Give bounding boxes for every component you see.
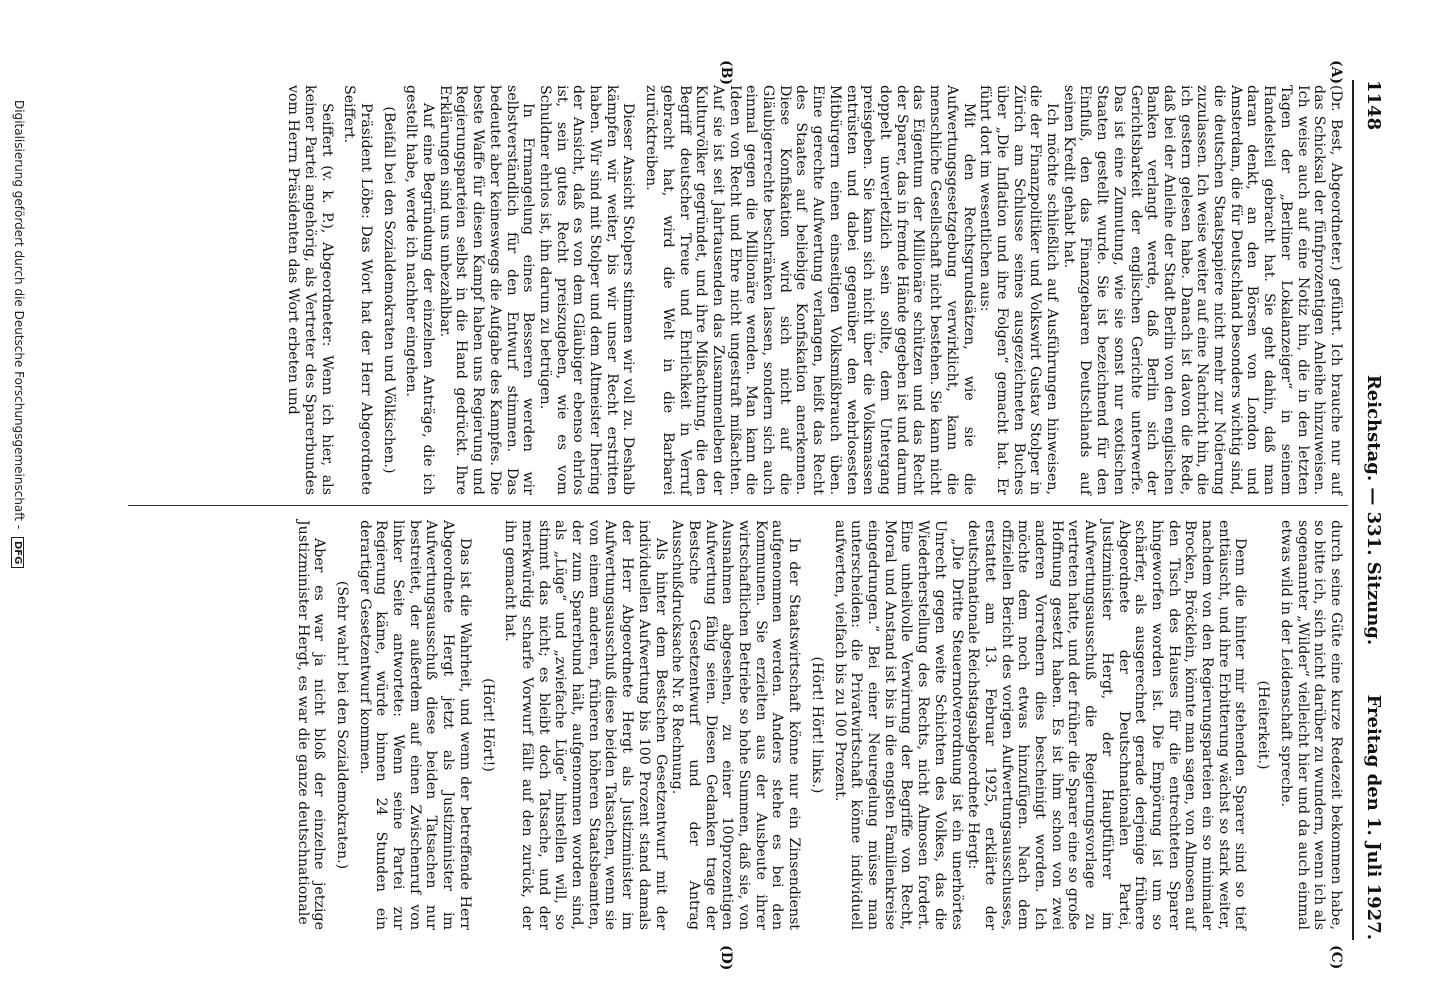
interjection-note: (Sehr wahr! bei den Sozialdemokraten.) [333, 580, 350, 870]
paragraph: (Dr. Best, Abgeordneter.) geführt. Ich brauche nur auf das Schicksal der fünfprozentigen Anleihe hinzuweisen. Ich weise auch auf eine Notiz hin, die in den letzten Tagen der „Berliner Lokalanzeiger“ in seinem Handelsteil gebracht hat. Sie geht dahin, daß man daran denkt, an den Börsen von London und Amsterdam, die für Deutschland besonders wichtig sind, die deutschen Staatspapiere nicht mehr zur Notierung zuzulassen. Ich weise weiter auf eine Nachricht hin, die ich gestern gelesen habe. Danach ist davon die Rede, daß bei der Anleihe der Stadt Berlin von den englischen Banken verlangt werde, daß Berlin sich der Gerichtsbarkeit der englischen Gerichte unterwerfe. Das ist eine Zumutung, wie sie sonst nur exotischen Staaten gestellt wurde. Sie ist bezeichnend für den Einfluß, den das Finanzgebaren Deutschlands auf seinen Kredit gehabt hat. [1060, 85, 1344, 495]
page-header [1356, 80, 1384, 940]
dfg-logo: DFG [11, 537, 24, 568]
footer-text: Digitalisierung gefördert durch die Deutsche Forschungsgemeinschaft - [12, 100, 26, 530]
quote-paragraph: Mit den Rechtsgrundsätzen, wie sie die Aufwertungsgesetzgebung verwirklicht, kann die menschliche Gesellschaft nicht bestehen. Sie kann nicht das Eigentum der Millionäre schützen und das Recht der Sparer, das in fremde Hände gegeben ist und darum doppelt unverletzlich sein sollte, dem Untergang preisgeben. Sie kann sich nicht über die Volksmassen entrüsten und dabei gegenüber den wehrlosesten Mitbürgern einen einseitigen Volksmißbrauch üben. Eine gerechte Aufwertung verlangen, heißt das Recht des Staates auf beliebige Konfiskation anerkennen. Diese Konfiskation wird sich nicht auf die Gläubigerrechte beschränken lassen, sondern sich auch einmal gegen die Millionäre wenden. Man kann die Ideen von Recht und Ehre nicht ungestraft mißachten. Auf sie ist seit Jahrtausenden das Zusammenleben der Kulturvölker gegründet, und ihre Mißachtung, die den Begriff deutscher Treue und Ehrlichkeit in Verruf gebracht hat, wird die Welt in die Barbarei zurücktreiben. [643, 85, 977, 495]
speaker-paragraph: Seiffert (v. k. P.), Abgeordneter: Wenn ich hier, als keiner Partei angehörig, als Vertreter des Sparerbundes vom Herrn Präsidenten das Wort erbeten und [285, 85, 335, 495]
paragraph: In Ermangelung eines Besseren werden wir selbstverständlich für den Entwurf stimmen. Das bedeutet aber keineswegs die Aufgabe des Kampfes. Die beste Waffe für diesen Kampf haben uns Regierung und Regierungsparteien selbst in die Hand gedrückt. Ihre Erklärungen sind uns unbezahlbar. [436, 85, 537, 495]
interjection-note: (Hört! Hört!) [479, 678, 496, 772]
right-column [294, 520, 1344, 930]
paragraph: Auf eine Begründung der einzelnen Anträge, die ich gestellt habe, werde ich nachher eingehen. [403, 85, 437, 495]
page-number: 1148 [1363, 80, 1384, 131]
margin-marker-d: (D) [718, 945, 734, 971]
header-title: Reichstag. — 331. Sitzung. [1363, 374, 1384, 646]
interjection-note: (Heiterkeit.) [1255, 680, 1272, 770]
column-divider [128, 505, 1348, 506]
margin-marker-b: (B) [718, 60, 734, 86]
margin-marker-c: (C) [1328, 945, 1344, 970]
paragraph: In der Staatswirtschaft könne nur ein Zinsendienst aufgenommen werden. Anders stehe es bei den Kommunen. Sie erzielten aus der Ausbeute ihrer wirtschaftlichen Betriebe so hohe Summen, daß sie, von Ausnahmen abgesehen, zu einer 100prozentigen Aufwertung fähig seien. Diesen Gedanken trage der Bestsche Gesetzentwurf und der Antrag Ausschußdrucksache Nr. 8 Rechnung. [669, 520, 803, 930]
paragraph: Ich möchte schließlich auf Ausführungen hinweisen, die der Finanzpolitiker und Volkswirt Gustav Stolper in Zürich am Schlusse seines ausgezeichneten Buches über „Die Inflation und ihre Folgen“ gemacht hat. Er führt dort im wesentlichen aus: [977, 85, 1061, 495]
digitization-footer [11, 100, 26, 920]
header-rule [1352, 80, 1354, 940]
paragraph: Als hinter dem Bestschen Gesetzentwurf mit der individuellen Aufwertung bis 100 Prozent stand damals der Herr Abgeordnete Hergt als Justizminister im Aufwertungsausschuß diese beiden Tatsachen, wenn sie von einem anderen, früheren höheren Staatsbeamten, der zum Sparerbund hält, aufgenommen worden sind, als „Lüge“ und „zwiefache Lüge“ hinstellen will, so stimmt das nicht; es bleibt doch Tatsache, und der merkwürdig scharfe Vorwurf fällt auf den zurück, der ihn gemacht hat. [502, 520, 669, 930]
paragraph: Dieser Ansicht Stolpers stimmen wir voll zu. Deshalb kämpfen wir weiter, bis wir unser Recht erstritten haben. Wir sind mit Stolper und dem Altmeister Ihering der Ansicht, daß es von dem Gläubiger ebenso ehrlos ist, sein gutes Recht preiszugeben, wie es vom Schuldner ehrlos ist, ihn darum zu betrügen. [536, 85, 637, 495]
paragraph: Das ist die Wahrheit, und wenn der betreffende Herr Abgeordnete Hergt jetzt als Justizminister im Aufwertungsausschuß diese beiden Tatsachen nur bestreitet, der außerdem auf einen Zwischenruf von linker Seite antwortete: Wenn seine Partei zur Regierung käme, würde binnen 24 Stunden ein derartiger Gesetzentwurf kommen. [356, 520, 473, 930]
paragraph: durch seine Güte eine kurze Redezeit bekommen habe, so bitte ich, sich nicht darüber zu wundern, wenn ich als sogenannter „Wilder“ vielleicht hier und da auch einmal etwas wild in der Leidenschaft spreche. [1277, 520, 1344, 930]
paragraph: Denn die hinter mir stehenden Sparer sind so tief enttäuscht, und ihre Erbitterung wächst so stark weiter, nachdem von den Regierungsparteien ein so minimaler Brocken, Bröcklein, könnte man sagen, von Almosen auf den Tisch des Hauses für die entrechteten Sparer hingeworfen worden ist. Die Empörung ist um so schärfer, als ausgerechnet gerade derjenige frühere Abgeordnete der Deutschnationalen Partei, Justizminister Hergt, der Hauptführer im Aufwertungsausschuß die Regierungsvorlage zu vertreten hatte, und der früher die Sparer eine so große Hoffnung gesetzt haben. Es ist ihm schon von zwei anderen Vorrednern dies bescheinigt worden. Ich möchte dem noch etwas hinzufügen. Nach dem offiziellen Bericht des vorigen Aufwertungsausschusses, erstattet am 13. Februar 1925, erklärte der deutschnationale Reichstagsabgeordnete Hergt: [965, 520, 1249, 930]
applause-note: (Beifall bei den Sozialdemokraten und Völkischen.) [380, 106, 397, 474]
quote-paragraph: „Die Dritte Steuernotverordnung ist ein unerhörtes Unrecht gegen weite Schichten des Volkes, das die Wiederherstellung des Rechts, nicht Almosen fordert. Eine unheilvolle Verwirrung der Begriffe von Recht, Moral und Anstand ist bis in die engsten Familienkreise eingedrungen.“ Bei einer Neuregelung müsse man unterscheiden: die Privatwirtschaft könne individuell aufwerten, vielfach bis zu 100 Prozent. [831, 520, 965, 930]
header-date: Freitag den 1. Juli 1927. [1363, 694, 1384, 940]
speaker-paragraph: Präsident Löbe: Das Wort hat der Herr Abgeordnete Seiffert. [341, 85, 374, 495]
paragraph: Aber es war ja nicht bloß der einzelne jetzige Justizminister Hergt, es war die ganze deutschnationale [294, 520, 328, 930]
left-column [284, 85, 1344, 495]
interjection-note: (Hört! Hört! links.) [808, 656, 825, 794]
margin-marker-a: (A) [1328, 60, 1344, 85]
